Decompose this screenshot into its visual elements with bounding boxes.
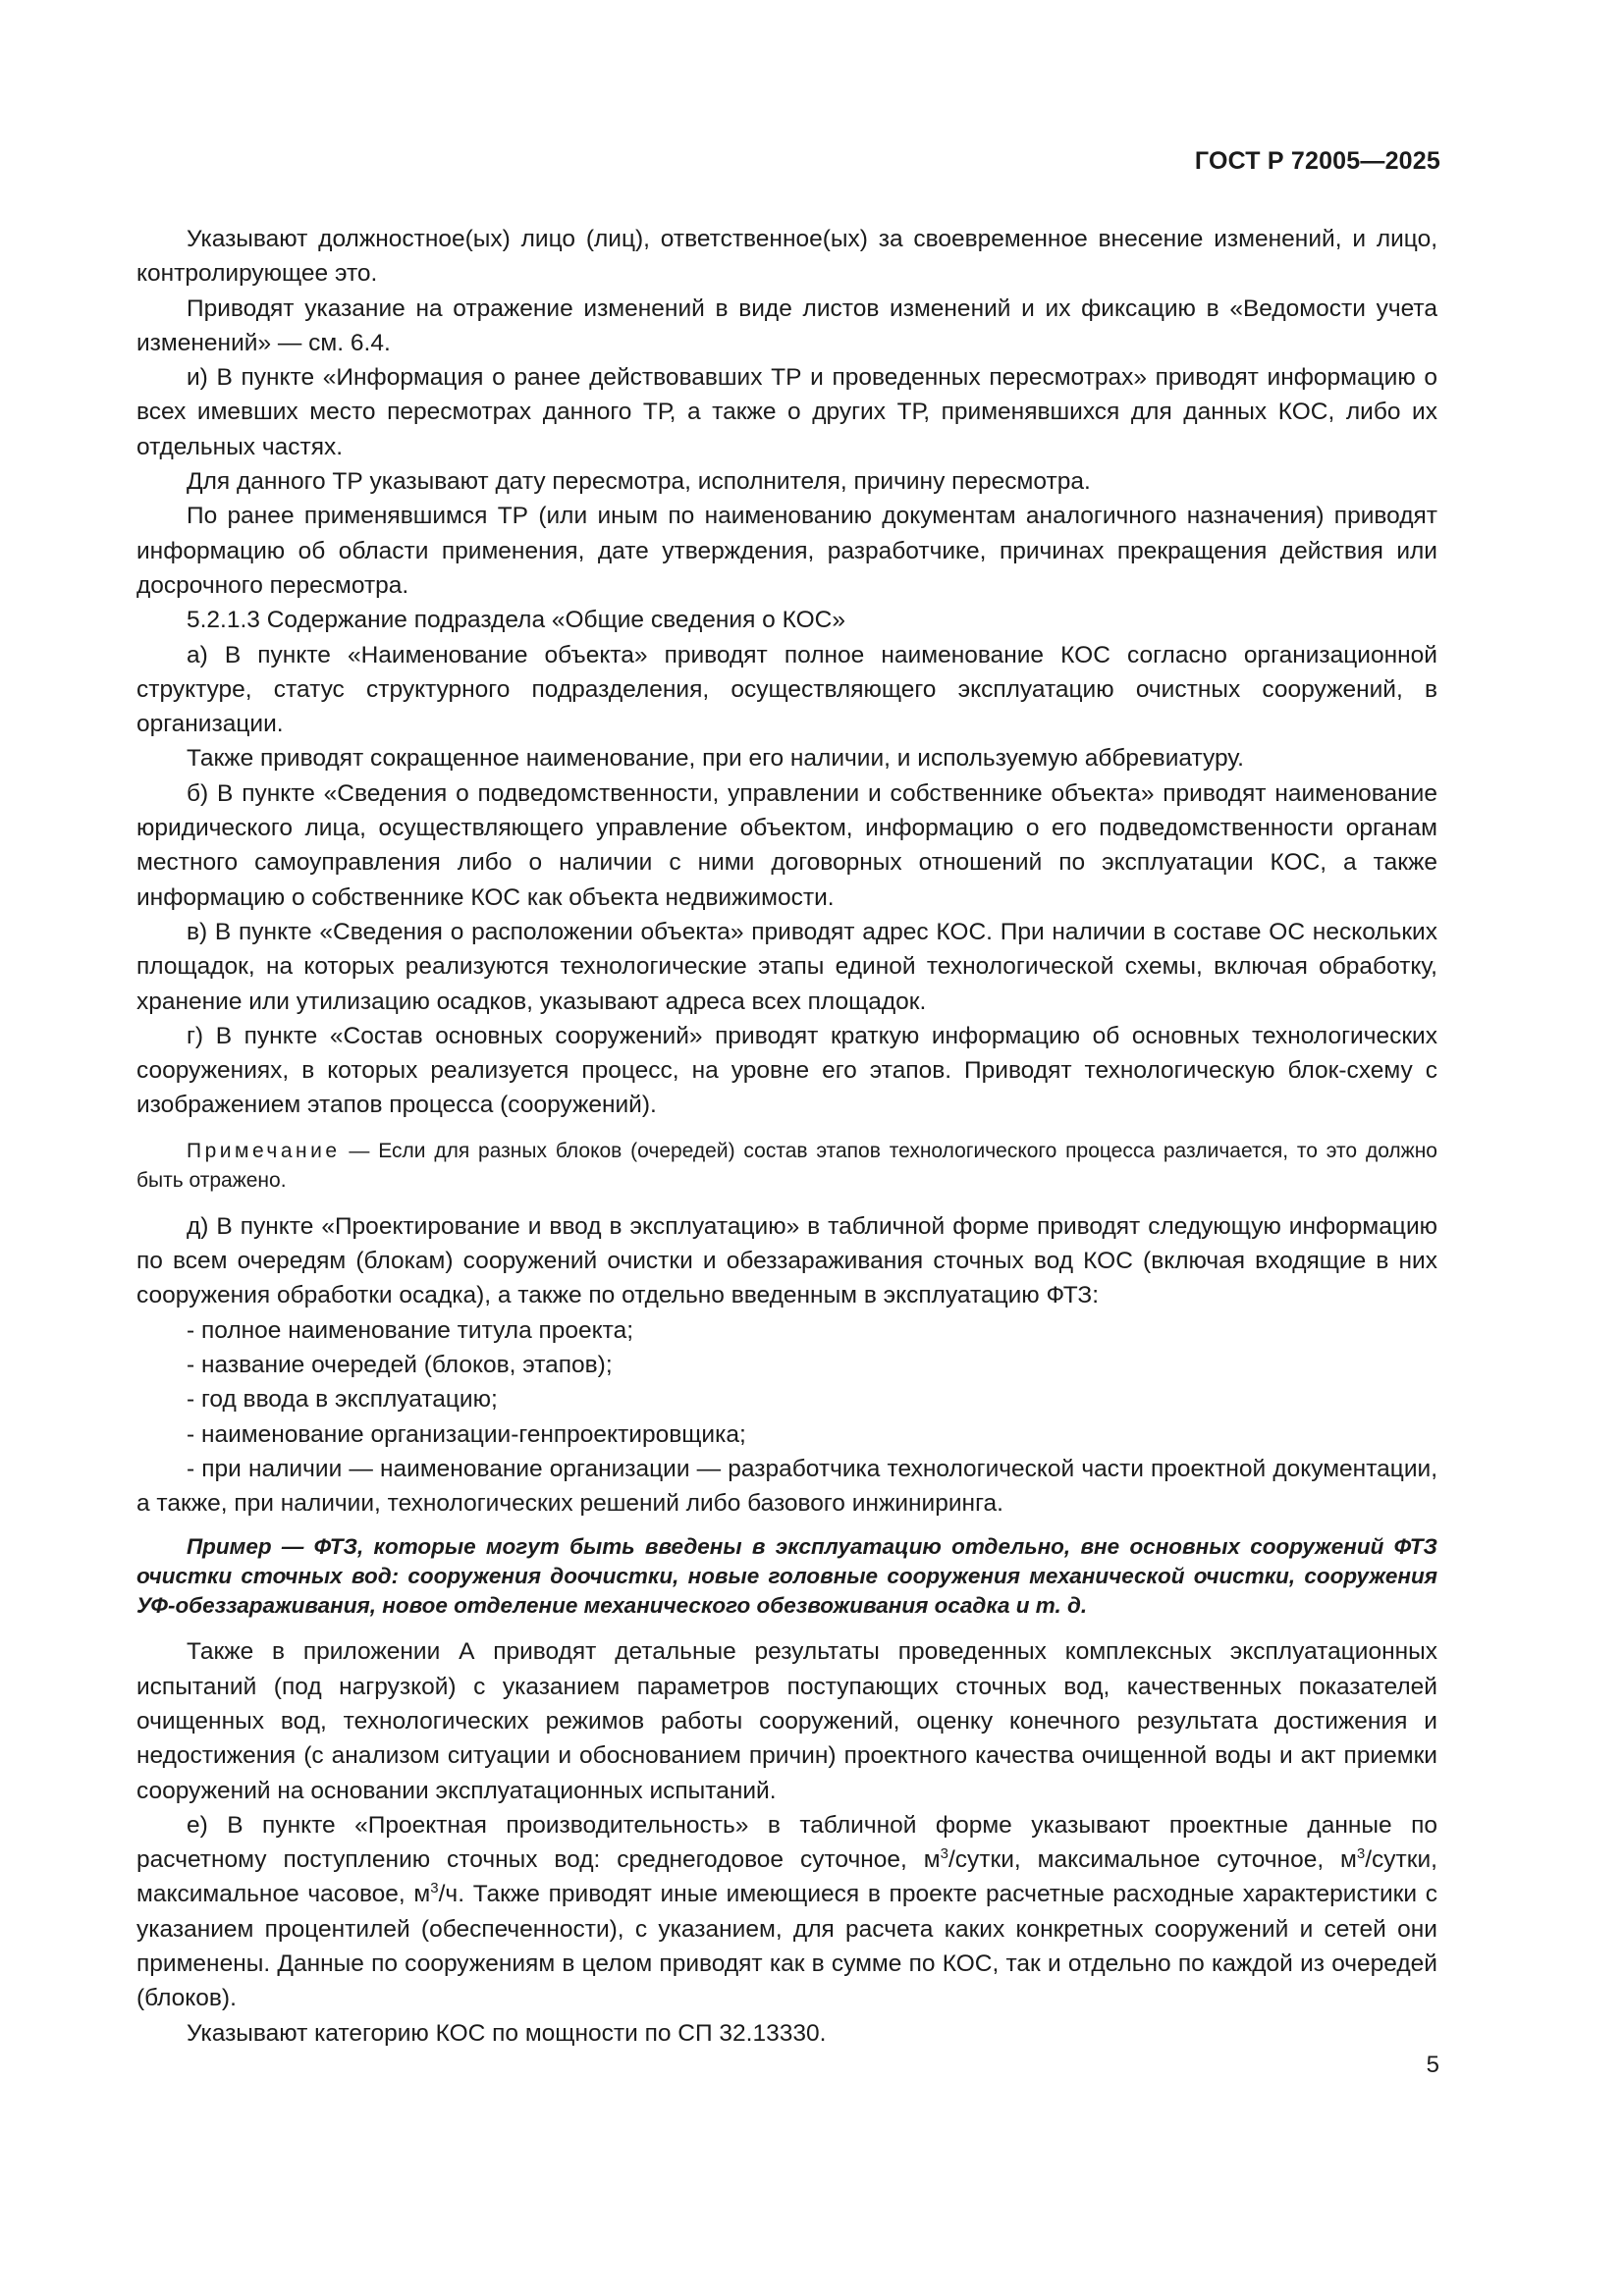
subsection-heading: 5.2.1.3 Содержание подраздела «Общие сведения о КОС» xyxy=(187,607,845,634)
superscript: 3 xyxy=(430,1880,439,1897)
note-label: Примечание xyxy=(187,1139,341,1162)
paragraph: г) В пункте «Состав основных сооружений» приводят краткую информацию об основных технологических сооружениях, в которых реализуется процесс, на уровне его этапов. Приводят технологическую блок-схему с изображением этапов процесса (сооружений). xyxy=(136,1022,1437,1119)
paragraph: Приводят указание на отражение изменений в виде листов изменений и их фиксацию в «Ведомости учета изменений» — см. 6.4. xyxy=(136,294,1437,356)
paragraph: Также приводят сокращенное наименование, при его наличии, и используемую аббревиатуру. xyxy=(187,745,1244,773)
paragraph: Указывают должностное(ых) лицо (лиц), ответственное(ых) за своевременное внесение изменений, и лицо, контролирующее это. xyxy=(136,226,1437,288)
list-item: - название очередей (блоков, этапов); xyxy=(187,1351,613,1378)
note-text: — Если для разных блоков (очередей) состав этапов технологического процесса различается, то это должно быть отражено. xyxy=(136,1139,1437,1192)
list-item: - наименование организации-генпроектировщика; xyxy=(187,1420,746,1448)
page-number: 5 xyxy=(1426,2052,1439,2078)
list-item: - при наличии — наименование организации — разработчика технологической части проектной документации, а также, при наличии, технологических решений либо базового инжиниринга. xyxy=(136,1455,1437,1518)
paragraph-e xyxy=(136,1808,1437,2016)
document-body xyxy=(136,222,1437,2051)
paragraph: в) В пункте «Сведения о расположении объекта» приводят адрес КОС. При наличии в составе ОС нескольких площадок, на которых реализуются технологические этапы единой технологической схемы, включая обработку, хранение или утилизацию осадков, указывают адреса всех площадок. xyxy=(136,918,1437,1015)
text-run: /сутки, максимальное суточное, м xyxy=(947,1846,1357,1874)
paragraph: б) В пункте «Сведения о подведомственности, управлении и собственнике объекта» приводят наименование юридического лица, осуществляющего управление объектом, информацию о его подведомственности органам местного самоуправления либо о наличии с ними договорных отношений по эксплуатации КОС, а также информацию о собственнике КОС как объекта недвижимости. xyxy=(136,779,1437,911)
text-run: /ч. Также приводят иные имеющиеся в проекте расчетные расходные характеристики с указанием процентилей (обеспеченности), с указанием, для расчета каких конкретных сооружений и сетей они применены. Данные по сооружениям в целом приводят как в сумме по КОС, так и отдельно по каждой из очередей (блоков). xyxy=(136,1881,1437,2012)
list-item: - год ввода в эксплуатацию; xyxy=(187,1386,498,1414)
text-run: /сутки, максимальное часовое, м xyxy=(136,1846,1437,1908)
paragraph: Указывают категорию КОС по мощности по СП 32.13330. xyxy=(187,2019,827,2047)
note xyxy=(136,1137,1437,1196)
paragraph: и) В пункте «Информация о ранее действовавших ТР и проведенных пересмотрах» приводят информацию о всех имевших место пересмотрах данного ТР, а также о других ТР, применявшихся для данных КОС, либо их отдельных частях. xyxy=(136,364,1437,460)
text-run: е) В пункте «Проектная производительность» в табличной форме указывают проектные данные по расчетному поступлению сточных вод: среднегодовое суточное, м xyxy=(136,1811,1437,1874)
paragraph: Также в приложении А приводят детальные результаты проведенных комплексных эксплуатационных испытаний (под нагрузкой) с указанием параметров поступающих сточных вод, качественных показателей очищенных вод, технологических режимов работы сооружений, оценку конечного результата достижения и недостижения (с анализом ситуации и обоснованием причин) проектного качества очищенной воды и акт приемки сооружений на основании эксплуатационных испытаний. xyxy=(136,1638,1437,1804)
superscript: 3 xyxy=(940,1845,948,1863)
paragraph: д) В пункте «Проектирование и ввод в эксплуатацию» в табличной форме приводят следующую информацию по всем очередям (блокам) сооружений очистки и обеззараживания сточных вод КОС (включая входящие в них сооружения обработки осадка), а также по отдельно введенным в эксплуатацию ФТЗ: xyxy=(136,1212,1437,1309)
superscript: 3 xyxy=(1356,1845,1366,1863)
paragraph: По ранее применявшимся ТР (или иным по наименованию документам аналогичного назначения) приводят информацию об области применения, дате утверждения, разработчике, причинах прекращения действия или досрочного пересмотра. xyxy=(136,503,1437,599)
document-header: ГОСТ Р 72005—2025 xyxy=(1194,147,1440,175)
paragraph: а) В пункте «Наименование объекта» приводят полное наименование КОС согласно организационной структуре, статус структурного подразделения, осуществляющего эксплуатацию очистных сооружений, в организации. xyxy=(136,641,1437,738)
list-item: - полное наименование титула проекта; xyxy=(187,1316,634,1344)
example: Пример — ФТЗ, которые могут быть введены в эксплуатацию отдельно, вне основных сооружений ФТЗ очистки сточных вод: сооружения доочистки, новые головные сооружения механической очистки, сооружения УФ-обеззараживания, новое отделение механического обезвоживания осадка и т. д. xyxy=(136,1534,1437,1619)
paragraph: Для данного ТР указывают дату пересмотра, исполнителя, причину пересмотра. xyxy=(187,468,1091,496)
